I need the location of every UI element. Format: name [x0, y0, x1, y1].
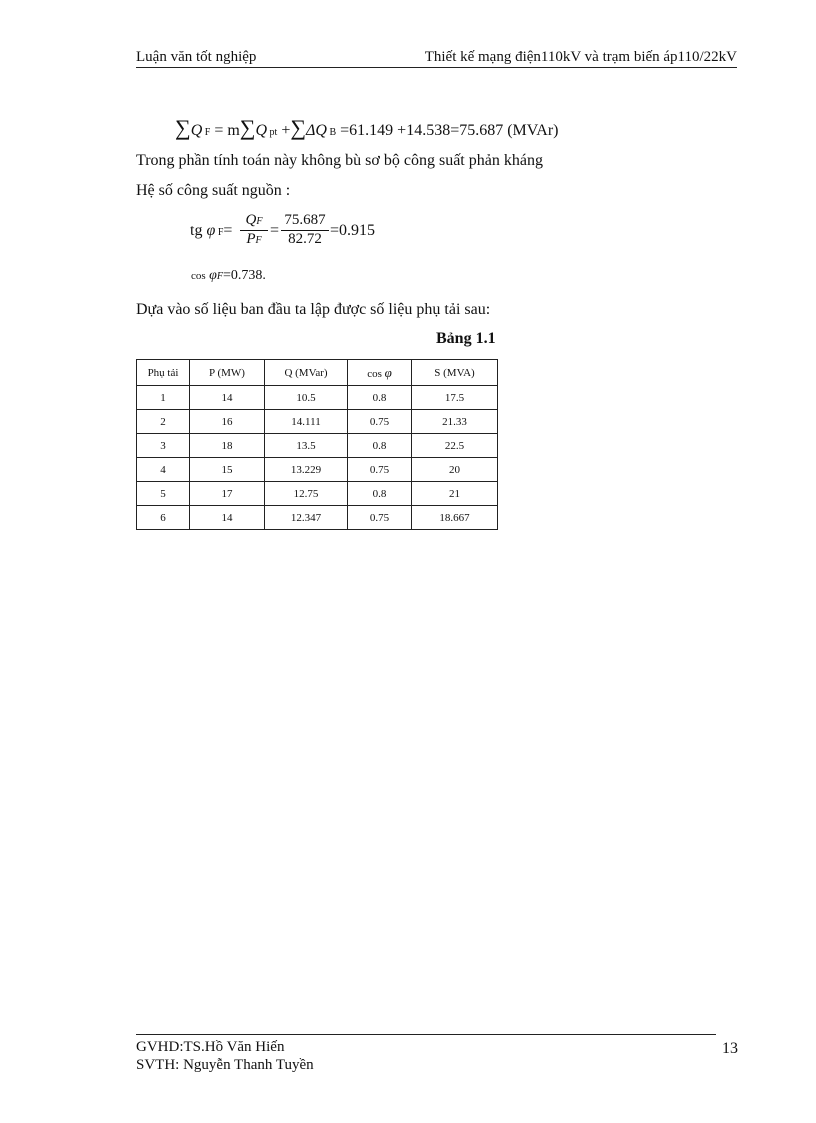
cell-q: 12.75: [265, 482, 348, 506]
cell-s: 18.667: [412, 506, 498, 530]
cell-load: 3: [137, 434, 190, 458]
table-row: [137, 386, 498, 410]
header-cos: cos φ: [348, 360, 412, 386]
cell-cos: 0.8: [348, 386, 412, 410]
cell-cos: 0.8: [348, 434, 412, 458]
paragraph-table-intro: Dựa vào số liệu ban đầu ta lập được số liệu phụ tải sau:: [136, 301, 491, 318]
cell-q: 12.347: [265, 506, 348, 530]
table-row: [137, 434, 498, 458]
load-table: [136, 359, 498, 530]
formula-tg-prefix: tg φ F=: [190, 222, 233, 239]
cell-s: 17.5: [412, 386, 498, 410]
sigma-symbol: ∑: [239, 115, 256, 140]
cell-load: 5: [137, 482, 190, 506]
sigma-symbol: ∑: [175, 115, 191, 140]
running-header-right: Thiết kế mạng điện110kV và trạm biến áp110/22kV: [424, 49, 737, 65]
cell-load: 2: [137, 410, 190, 434]
formula-tg-eq2: =: [270, 222, 280, 239]
footer-advisor: GVHD:TS.Hồ Văn Hiến: [136, 1039, 285, 1055]
cell-p: 17: [190, 482, 265, 506]
header-p: P (MW): [190, 360, 265, 386]
cell-p: 14: [190, 506, 265, 530]
cell-s: 20: [412, 458, 498, 482]
header-load: Phụ tải: [137, 360, 190, 386]
page-number: 13: [722, 1040, 738, 1057]
cell-q: 10.5: [265, 386, 348, 410]
table-row: [137, 506, 498, 530]
cell-load: 6: [137, 506, 190, 530]
paragraph-power-factor: Hệ số công suất nguồn :: [136, 182, 291, 199]
table-header-row: [137, 360, 498, 386]
sigma-symbol: ∑: [290, 115, 307, 140]
paragraph-no-compensation: Trong phần tính toán này không bù sơ bộ công suất phản kháng: [136, 152, 543, 169]
footer-rule: [136, 1034, 716, 1035]
cell-s: 22.5: [412, 434, 498, 458]
formula-sum-q: ∑Q F = m∑Q pt +∑ΔQ B =61.149 +14.538=75.687 (MVAr): [175, 115, 559, 140]
header-s: S (MVA): [412, 360, 498, 386]
cell-load: 1: [137, 386, 190, 410]
cell-s: 21: [412, 482, 498, 506]
cell-cos: 0.75: [348, 506, 412, 530]
header-q: Q (MVar): [265, 360, 348, 386]
fraction-symbolic: QF PF: [240, 212, 268, 248]
table-row: [137, 410, 498, 434]
cell-load: 4: [137, 458, 190, 482]
formula-tg-result: =0.915: [330, 222, 376, 239]
table-caption: Bảng 1.1: [436, 330, 496, 347]
cell-cos: 0.75: [348, 458, 412, 482]
cell-cos: 0.8: [348, 482, 412, 506]
fraction-numeric: [281, 212, 329, 248]
cell-q: 13.5: [265, 434, 348, 458]
formula-cos: cos φF=0.738.: [191, 268, 266, 283]
header-rule: [136, 67, 737, 68]
cell-q: 14.111: [265, 410, 348, 434]
cell-q: 13.229: [265, 458, 348, 482]
cell-p: 16: [190, 410, 265, 434]
running-header-left: Luận văn tốt nghiệp: [136, 49, 257, 65]
cell-p: 18: [190, 434, 265, 458]
fraction-denominator: 82.72: [288, 231, 322, 247]
fraction-numerator: 75.687: [284, 212, 326, 228]
footer-student: SVTH: Nguyễn Thanh Tuyền: [136, 1057, 314, 1073]
cell-p: 14: [190, 386, 265, 410]
cell-s: 21.33: [412, 410, 498, 434]
cell-cos: 0.75: [348, 410, 412, 434]
table-row: [137, 482, 498, 506]
table-row: [137, 458, 498, 482]
cell-p: 15: [190, 458, 265, 482]
